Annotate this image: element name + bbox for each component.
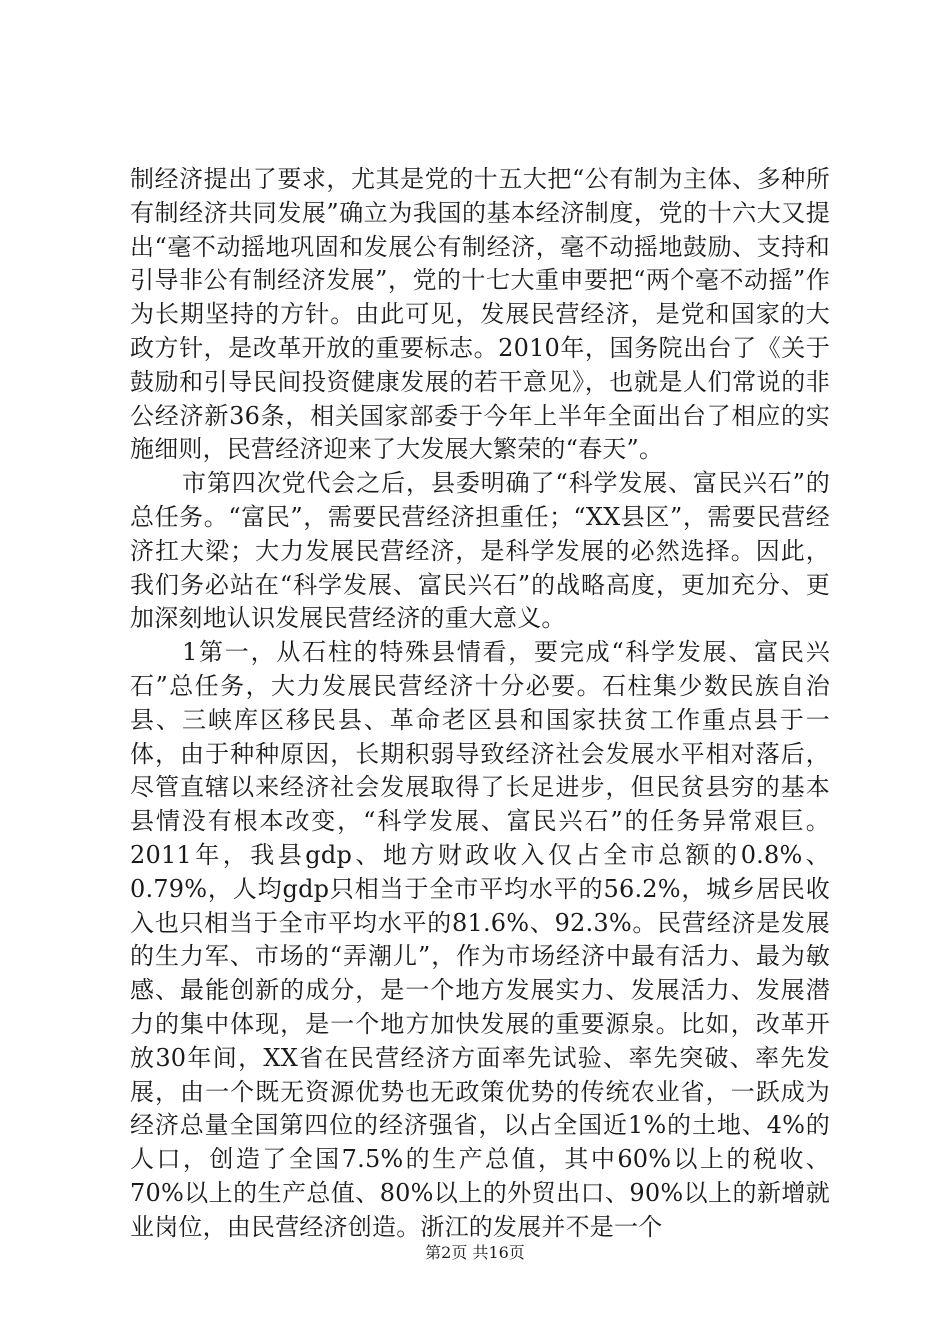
document-body xyxy=(130,163,830,1245)
paragraph-1: 制经济提出了要求，尤其是党的十五大把“公有制为主体、多种所有制经济共同发展”确立为我国的基本经济制度，党的十六大又提出“毫不动摇地巩固和发展公有制经济，毫不动摇地鼓励、支持和引导非公有制经济发展”，党的十七大重申要把“两个毫不动摇”作为长期坚持的方针。由此可见，发展民营经济，是党和国家的大政方针，是改革开放的重要标志。2010年，国务院出台了《关于鼓励和引导民间投资健康发展的若干意见》，也就是人们常说的非公经济新36条，相关国家部委于今年上半年全面出台了相应的实施细则，民营经济迎来了大发展大繁荣的“春天”。 xyxy=(130,165,830,464)
page-footer: 第2页 共16页 xyxy=(425,1243,525,1262)
paragraph-3: 1第一，从石柱的特殊县情看，要完成“科学发展、富民兴石”总任务，大力发展民营经济十分必要。石柱集少数民族自治县、三峡库区移民县、革命老区县和国家扶贫工作重点县于一体，由于种种原因，长期积弱导致经济社会发展水平相对落后，尽管直辖以来经济社会发展取得了长足进步，但民贫县穷的基本县情没有根本改变，“科学发展、富民兴石”的任务异常艰巨。2011年，我县gdp、地方财政收入仅占全市总额的0.8%、0.79%，人均gdp只相当于全市平均水平的56.2%，城乡居民收入也只相当于全市平均水平的81.6%、92.3%。民营经济是发展的生力军、市场的“弄潮儿”，作为市场经济中最有活力、最为敏感、最能创新的成分，是一个地方发展实力、发展活力、发展潜力的集中体现，是一个地方加快发展的重要源泉。比如，改革开放30年间，XX省在民营经济方面率先试验、率先突破、率先发展，由一个既无资源优势也无政策优势的传统农业省，一跃成为经济总量全国第四位的经济强省，以占全国近1%的土地、4%的人口，创造了全国7.5%的生产总值，其中60%以上的税收、70%以上的生产总值、80%以上的外贸出口、90%以上的新增就业岗位，由民营经济创造。浙江的发展并不是一个 xyxy=(130,638,830,1241)
paragraph-2: 市第四次党代会之后，县委明确了“科学发展、富民兴石”的总任务。“富民”，需要民营经济担重任；“XX县区”，需要民营经济扛大梁；大力发展民营经济，是科学发展的必然选择。因此，我们务必站在“科学发展、富民兴石”的战略高度，更加充分、更加深刻地认识发展民营经济的重大意义。 xyxy=(130,469,830,633)
